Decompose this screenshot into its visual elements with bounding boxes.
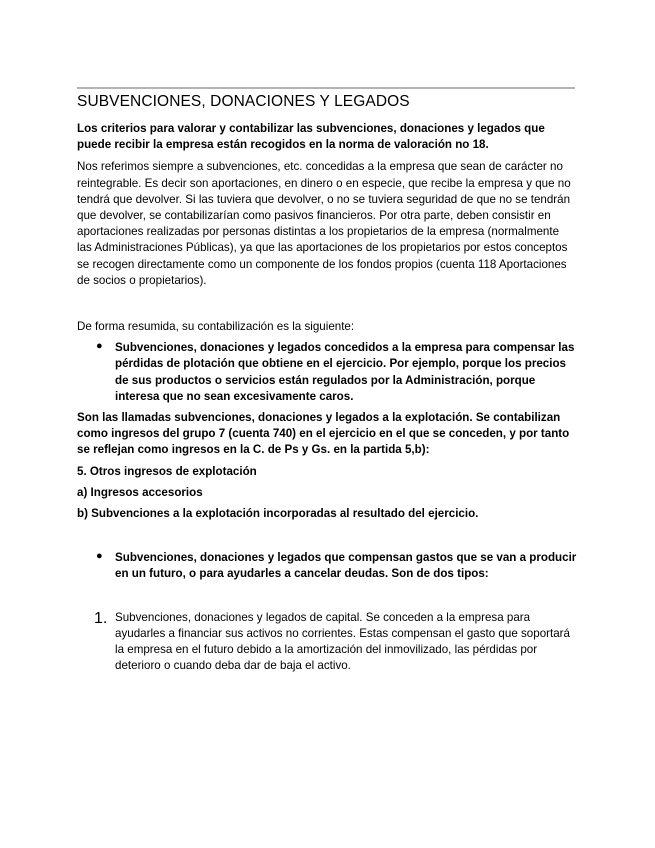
bullet-icon: ● <box>96 550 103 563</box>
bullet-text: Subvenciones, donaciones y legados concedidos a la empresa para compensar las pérdidas de plotación que obtiene en el ejercicio. Por ejemplo, porque los precios de sus productos o servicios están regulados por la Administración, porque interesa que no sean excesivamente caros. <box>115 341 575 403</box>
list-item-b: b) Subvenciones a la explotación incorporadas al resultado del ejercicio. <box>77 507 479 521</box>
body-paragraph: Nos referimos siempre a subvenciones, etc. concedidas a la empresa que sean de carácter no reintegrable. Es decir son aportaciones, en dinero o en especie, que recibe la empresa y que no tendrá que devolver. Si las tuviera que devolver, o no se tuviera seguridad de que no se tendrán que devolver, se contabilizarían como pasivos financieros. Por otra parte, deben consistir en aportaciones realizadas por personas distintas a los propietarios de la empresa (normalmente las Administraciones Públicas), ya que las aportaciones de los propietarios por estos conceptos se recogen directamente como un componente de los fondos propios (cuenta 118 Aportaciones de socios o propietarios). <box>77 160 571 287</box>
explotacion-paragraph: Son las llamadas subvenciones, donaciones y legados a la explotación. Se contabilizan como ingresos del grupo 7 (cuenta 740) en el ejercicio en el que se conceden, y por tanto se reflejan como ingresos en la C. de Ps y Gs. en la partida 5,b): <box>77 411 570 457</box>
list-number: 1. <box>94 609 108 627</box>
list-item-a: a) Ingresos accesorios <box>77 485 203 499</box>
horizontal-rule <box>77 87 575 89</box>
bullet-icon: ● <box>96 340 103 353</box>
intro-paragraph: Los criterios para valorar y contabilizar las subvenciones, donaciones y legados que puede recibir la empresa están recogidos en la norma de valoración no 18. <box>77 122 545 152</box>
bullet-text: Subvenciones, donaciones y legados que compensan gastos que se van a producir en un futuro, o para ayudarles a cancelar deudas. Son de dos tipos: <box>115 551 577 581</box>
bullet-item-explotacion <box>77 340 577 405</box>
bullet-item-capital <box>77 550 577 582</box>
numbered-item-1 <box>77 610 577 675</box>
section-title: SUBVENCIONES, DONACIONES Y LEGADOS <box>77 93 410 110</box>
list-item-5: 5. Otros ingresos de explotación <box>77 464 257 478</box>
numbered-text: Subvenciones, donaciones y legados de capital. Se conceden a la empresa para ayudarles a financiar sus activos no corrientes. Estas compensan el gasto que soportará la empresa en el futuro debido a la amortización del inmovilizado, las pérdidas por deterioro o cuando deba dar de baja el activo. <box>115 610 570 673</box>
document-page <box>77 92 577 674</box>
summary-paragraph: De forma resumida, su contabilización es la siguiente: <box>77 320 355 334</box>
